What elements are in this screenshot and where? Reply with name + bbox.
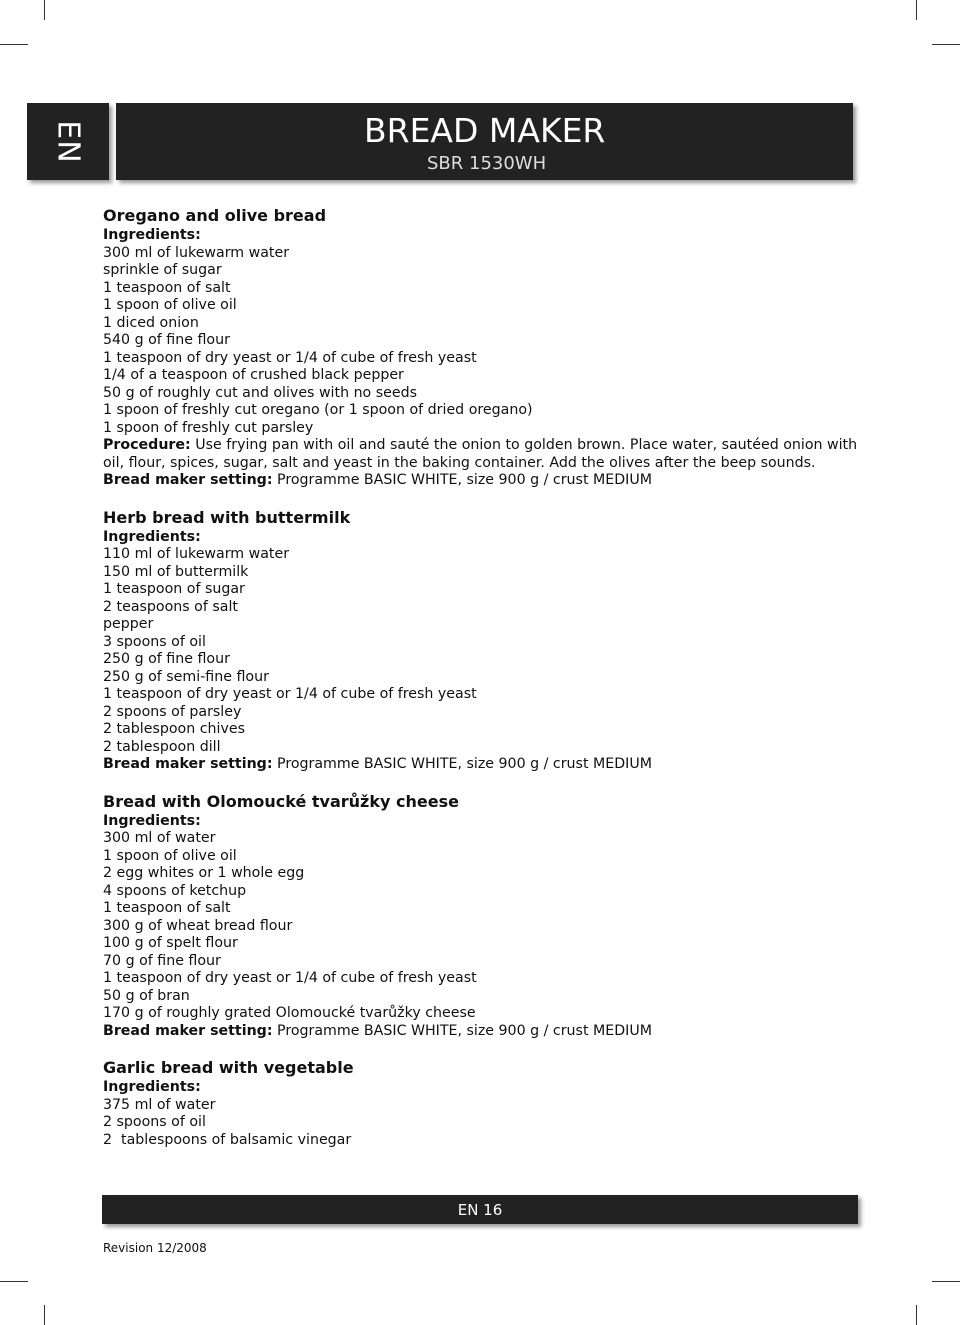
ingredient-item: 2 tablespoon chives	[103, 721, 245, 737]
ingredient-item: 50 g of roughly cut and olives with no seeds	[103, 384, 417, 401]
recipe-herb-buttermilk	[103, 508, 863, 774]
ingredient-item: 250 g of semi-fine flour	[103, 668, 269, 685]
ingredient-item: 2 spoons of parsley	[103, 703, 242, 720]
ingredient-item: 1 spoon of freshly cut oregano (or 1 spoon of dried oregano)	[103, 402, 533, 418]
procedure-text: Use frying pan with oil and sauté the onion to golden brown. Place water, sautéed onion with oil, flour, spices, sugar, salt and yeast in the baking container. Add the olives after the beep sounds.	[103, 437, 858, 471]
ingredient-item: 1/4 of a teaspoon of crushed black pepper	[103, 367, 404, 383]
ingredient-item: 1 spoon of olive oil	[103, 297, 237, 313]
ingredient-item: 1 spoon of olive oil	[103, 847, 237, 864]
revision-note: Revision 12/2008	[103, 1241, 207, 1255]
recipe-oregano-olive	[103, 206, 863, 490]
ingredient-item: 1 teaspoon of dry yeast or 1/4 of cube of fresh yeast	[103, 349, 477, 366]
recipe-title: Garlic bread with vegetable	[103, 1058, 354, 1077]
setting-label: Bread maker setting:	[103, 756, 273, 772]
recipe-title: Herb bread with buttermilk	[103, 507, 351, 527]
ingredient-item: 150 ml of buttermilk	[103, 563, 249, 580]
ingredient-item: 110 ml of lukewarm water	[103, 546, 290, 562]
crop-mark	[0, 44, 28, 45]
setting-label: Bread maker setting:	[103, 1022, 273, 1039]
ingredient-item: 375 ml of water	[103, 1096, 216, 1113]
bread-maker-setting	[103, 756, 863, 774]
procedure-label: Procedure:	[103, 437, 191, 453]
procedure	[103, 437, 863, 472]
ingredient-item: pepper	[103, 616, 154, 632]
ingredient-item: 1 teaspoon of salt	[103, 900, 231, 916]
page-number-bar	[102, 1195, 858, 1224]
ingredient-item: 2 teaspoons of salt	[103, 598, 238, 615]
ingredient-item: 1 teaspoon of sugar	[103, 581, 245, 597]
ingredient-item: 170 g of roughly grated Olomoucké tvarůžky cheese	[103, 1005, 476, 1021]
page-number: EN 16	[457, 1201, 503, 1219]
crop-mark	[44, 1305, 45, 1325]
ingredients-label: Ingredients:	[103, 1079, 201, 1095]
ingredient-item: 1 teaspoon of salt	[103, 279, 231, 296]
model-number: SBR 1530WH	[427, 153, 547, 174]
ingredient-item: 4 spoons of ketchup	[103, 882, 247, 899]
recipe-garlic-vegetable	[103, 1058, 863, 1149]
crop-mark	[932, 1281, 960, 1282]
ingredients-label: Ingredients:	[103, 227, 201, 243]
language-label: EN	[50, 119, 86, 164]
setting-text: Programme BASIC WHITE, size 900 g / crust MEDIUM	[277, 472, 652, 488]
ingredient-item: 50 g of bran	[103, 987, 190, 1004]
ingredient-item: 1 spoon of freshly cut parsley	[103, 419, 314, 436]
ingredient-item: 300 ml of lukewarm water	[103, 244, 290, 261]
bread-maker-setting	[103, 472, 863, 490]
language-tab	[27, 103, 109, 180]
ingredient-item: 1 teaspoon of dry yeast or 1/4 of cube of fresh yeast	[103, 686, 477, 702]
recipe-title: Oregano and olive bread	[103, 206, 327, 225]
ingredient-item: 1 teaspoon of dry yeast or 1/4 of cube of fresh yeast	[103, 970, 477, 986]
recipe-title: Bread with Olomoucké tvarůžky cheese	[103, 791, 459, 811]
ingredient-item: 1 diced onion	[103, 314, 199, 331]
ingredient-item: 2 spoons of oil	[103, 1114, 206, 1130]
recipe-olomoucke-cheese	[103, 792, 863, 1041]
crop-mark	[916, 1305, 917, 1325]
page-title: BREAD MAKER	[364, 111, 606, 150]
ingredient-item: 2 egg whites or 1 whole egg	[103, 865, 305, 881]
ingredient-item: 70 g of fine flour	[103, 952, 221, 969]
bread-maker-setting	[103, 1023, 863, 1041]
crop-mark	[916, 0, 917, 20]
setting-text: Programme BASIC WHITE, size 900 g / crust MEDIUM	[277, 1022, 652, 1039]
ingredient-item: 540 g of fine flour	[103, 332, 230, 348]
crop-mark	[0, 1281, 28, 1282]
ingredient-item: sprinkle of sugar	[103, 262, 222, 278]
ingredient-item: 250 g of fine flour	[103, 651, 230, 667]
ingredients-label: Ingredients:	[103, 528, 201, 545]
setting-text: Programme BASIC WHITE, size 900 g / crust MEDIUM	[277, 756, 652, 772]
ingredient-item: 100 g of spelt flour	[103, 935, 238, 951]
ingredients-label: Ingredients:	[103, 812, 201, 829]
header-bar	[116, 103, 853, 180]
crop-mark	[44, 0, 45, 20]
ingredient-item: 2 tablespoon dill	[103, 738, 221, 755]
setting-label: Bread maker setting:	[103, 472, 273, 488]
crop-mark	[932, 44, 960, 45]
recipe-content	[103, 206, 863, 1167]
ingredient-item: 2 tablespoons of balsamic vinegar	[103, 1131, 352, 1148]
ingredient-item: 300 ml of water	[103, 830, 216, 846]
ingredient-item: 300 g of wheat bread flour	[103, 917, 293, 934]
ingredient-item: 3 spoons of oil	[103, 633, 206, 650]
